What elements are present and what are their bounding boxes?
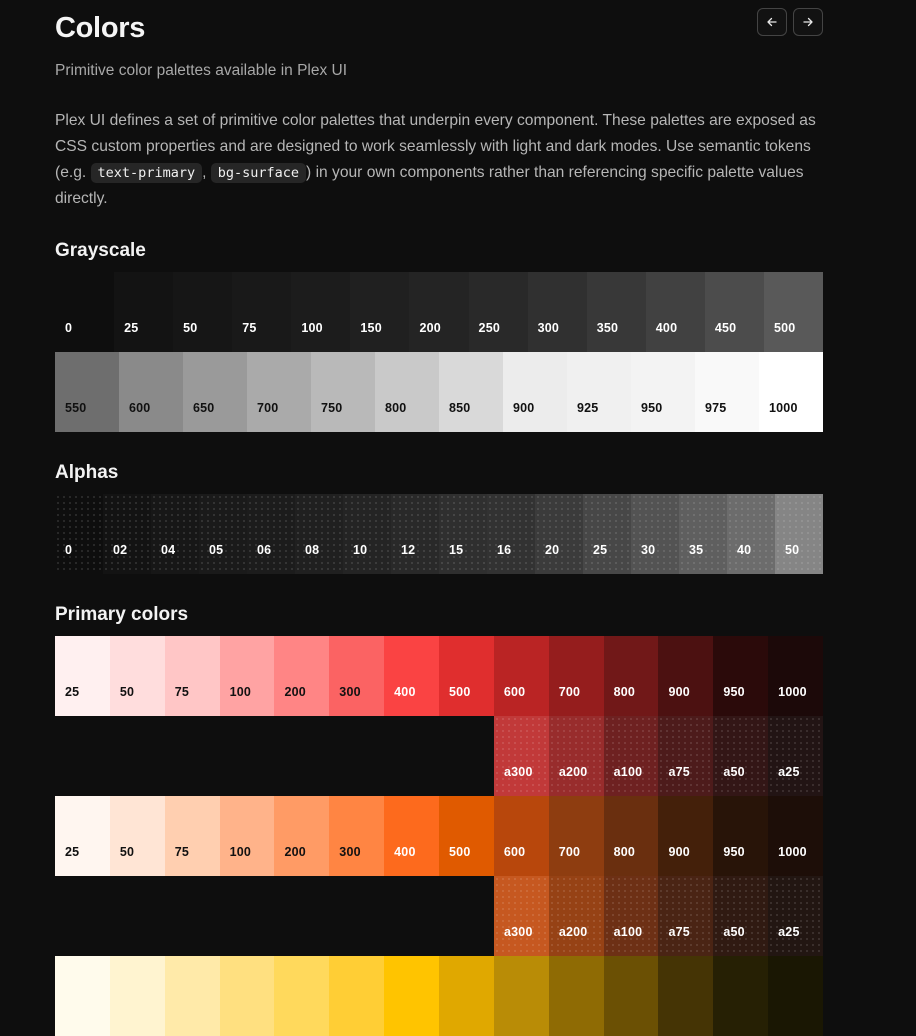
orange-alpha-swatch-a100 xyxy=(604,876,659,956)
swatch-label: 10 xyxy=(353,543,368,557)
swatch-label: 25 xyxy=(65,685,80,699)
swatch-label: 400 xyxy=(394,685,416,699)
swatch-label: 25 xyxy=(593,543,608,557)
red-swatch-100 xyxy=(220,636,275,716)
swatch-label: 500 xyxy=(773,321,796,335)
swatch-label: 600 xyxy=(503,685,526,699)
orange-alpha-swatch-a75 xyxy=(658,876,713,956)
swatch-label: 200 xyxy=(284,685,306,699)
swatch-label: a300 xyxy=(504,765,533,779)
orange-swatch-100 xyxy=(220,796,275,876)
gray-swatch-500 xyxy=(764,272,823,352)
swatch-label: 50 xyxy=(183,321,198,335)
alpha-swatch-15 xyxy=(439,494,487,574)
yellow-swatch-0 xyxy=(55,956,110,1036)
orange-alpha-row xyxy=(494,876,823,956)
yellow-swatch-4 xyxy=(274,956,329,1036)
swatch-label: 15 xyxy=(449,543,464,557)
orange-alpha-swatch-a25 xyxy=(768,876,823,956)
swatch-label: 12 xyxy=(401,543,416,557)
swatch-label: 700 xyxy=(257,401,279,415)
gray-swatch-50 xyxy=(173,272,232,352)
gray-swatch-400 xyxy=(646,272,705,352)
gray-swatch-700 xyxy=(247,352,311,432)
swatch-label: 75 xyxy=(242,321,257,335)
arrow-left-icon xyxy=(766,16,778,28)
swatch-label: 06 xyxy=(257,543,272,557)
swatch-label: 300 xyxy=(339,845,361,859)
alpha-swatch-05 xyxy=(199,494,247,574)
swatch-label: 150 xyxy=(360,321,382,335)
swatch-label: 0 xyxy=(65,543,73,557)
swatch-label: a50 xyxy=(723,925,745,939)
yellow-swatch-10 xyxy=(604,956,659,1036)
swatch-label: 100 xyxy=(301,321,323,335)
swatch-label: 700 xyxy=(558,845,581,859)
swatch-label: 750 xyxy=(321,401,343,415)
alpha-swatch-10 xyxy=(343,494,391,574)
swatch-label: 02 xyxy=(113,543,128,557)
swatch-label: 500 xyxy=(449,845,471,859)
yellow-swatch-8 xyxy=(494,956,549,1036)
red-swatch-900 xyxy=(658,636,713,716)
gray-swatch-600 xyxy=(119,352,183,432)
gray-swatch-750 xyxy=(311,352,375,432)
orange-palette-row xyxy=(55,796,823,876)
grayscale-row-1 xyxy=(55,272,823,352)
swatch-label: 900 xyxy=(668,845,690,859)
gray-swatch-300 xyxy=(528,272,587,352)
swatch-label: 900 xyxy=(668,685,690,699)
swatch-label: 1000 xyxy=(778,845,807,859)
swatch-label: 200 xyxy=(419,321,441,335)
yellow-swatch-11 xyxy=(658,956,713,1036)
orange-swatch-800 xyxy=(604,796,659,876)
swatch-label: 800 xyxy=(385,401,407,415)
red-swatch-800 xyxy=(604,636,659,716)
orange-swatch-400 xyxy=(384,796,439,876)
swatch-label: 400 xyxy=(655,321,678,335)
red-swatch-75 xyxy=(165,636,220,716)
yellow-swatch-12 xyxy=(713,956,768,1036)
swatch-label: a200 xyxy=(558,765,588,779)
swatch-label: 25 xyxy=(65,845,80,859)
orange-swatch-50 xyxy=(110,796,165,876)
orange-swatch-900 xyxy=(658,796,713,876)
intro-text-2: ) in your own components rather than referencing specific palette values directly. xyxy=(55,163,804,208)
red-swatch-25 xyxy=(55,636,110,716)
swatch-label: 650 xyxy=(193,401,215,415)
swatch-label: 300 xyxy=(339,685,361,699)
intro-text-1: Plex UI defines a set of primitive color palettes that underpin every component. These palettes are exposed as CSS custom properties and are designed to work seamlessly with light and dark modes. Use semantic tokens (e.g. xyxy=(55,112,816,181)
code-text-primary: text-primary xyxy=(91,163,203,183)
section-heading-alphas: Alphas xyxy=(55,462,119,483)
code-bg-surface: bg-surface xyxy=(211,163,306,183)
swatch-label: 500 xyxy=(449,685,471,699)
yellow-swatch-6 xyxy=(384,956,439,1036)
swatch-label: 800 xyxy=(613,685,636,699)
swatch-label: a25 xyxy=(778,765,800,779)
yellow-swatch-3 xyxy=(220,956,275,1036)
red-swatch-1000 xyxy=(768,636,823,716)
swatch-label: a50 xyxy=(723,765,745,779)
alpha-swatch-04 xyxy=(151,494,199,574)
orange-swatch-25 xyxy=(55,796,110,876)
gray-swatch-925 xyxy=(567,352,631,432)
swatch-label: 700 xyxy=(558,685,581,699)
swatch-label: 250 xyxy=(478,321,501,335)
gray-swatch-1000 xyxy=(759,352,823,432)
swatch-label: a100 xyxy=(613,765,643,779)
alpha-swatch-50 xyxy=(775,494,823,574)
orange-swatch-600 xyxy=(494,796,549,876)
swatch-label: 25 xyxy=(124,321,139,335)
alpha-swatch-35 xyxy=(679,494,727,574)
swatch-label: 50 xyxy=(119,685,135,699)
swatch-label: a100 xyxy=(613,925,643,939)
swatch-label: 50 xyxy=(785,543,800,557)
swatch-label: 350 xyxy=(596,321,619,335)
orange-alpha-swatch-a300 xyxy=(494,876,549,956)
swatch-label: 850 xyxy=(449,401,471,415)
swatch-label: 900 xyxy=(513,401,535,415)
grayscale-row-2 xyxy=(55,352,823,432)
alpha-swatch-06 xyxy=(247,494,295,574)
swatch-label: 800 xyxy=(613,845,636,859)
gray-swatch-450 xyxy=(705,272,764,352)
red-swatch-300 xyxy=(329,636,384,716)
swatch-label: 16 xyxy=(497,543,512,557)
swatch-label: 550 xyxy=(65,401,87,415)
gray-swatch-75 xyxy=(232,272,291,352)
alpha-swatch-02 xyxy=(103,494,151,574)
swatch-label: 925 xyxy=(577,401,599,415)
yellow-swatch-2 xyxy=(165,956,220,1036)
swatch-label: 20 xyxy=(545,543,560,557)
red-alpha-swatch-a75 xyxy=(658,716,713,796)
yellow-swatch-7 xyxy=(439,956,494,1036)
alpha-swatch-16 xyxy=(487,494,535,574)
red-swatch-200 xyxy=(274,636,329,716)
orange-swatch-950 xyxy=(713,796,768,876)
alpha-swatch-30 xyxy=(631,494,679,574)
red-palette-row xyxy=(55,636,823,716)
swatch-label: 975 xyxy=(705,401,727,415)
orange-swatch-700 xyxy=(549,796,604,876)
yellow-swatch-1 xyxy=(110,956,165,1036)
gray-swatch-550 xyxy=(55,352,119,432)
gray-swatch-200 xyxy=(409,272,468,352)
page-title: Colors xyxy=(55,12,146,44)
swatch-label: 1000 xyxy=(778,685,807,699)
yellow-palette-row xyxy=(55,956,823,1036)
gray-swatch-350 xyxy=(587,272,646,352)
swatch-label: 400 xyxy=(394,845,416,859)
swatch-label: 100 xyxy=(229,845,252,859)
red-swatch-700 xyxy=(549,636,604,716)
yellow-swatch-13 xyxy=(768,956,823,1036)
gray-swatch-100 xyxy=(291,272,350,352)
gray-swatch-850 xyxy=(439,352,503,432)
previous-page-button[interactable] xyxy=(757,8,787,36)
swatch-label: 600 xyxy=(129,401,151,415)
swatch-label: 0 xyxy=(65,321,73,335)
swatch-label: a300 xyxy=(504,925,533,939)
gray-swatch-800 xyxy=(375,352,439,432)
orange-alpha-swatch-a50 xyxy=(713,876,768,956)
swatch-label: a75 xyxy=(668,925,690,939)
alphas-row xyxy=(55,494,823,574)
red-alpha-swatch-a200 xyxy=(549,716,604,796)
orange-alpha-swatch-a200 xyxy=(549,876,604,956)
swatch-label: 08 xyxy=(305,543,320,557)
alpha-swatch-25 xyxy=(583,494,631,574)
swatch-label: 04 xyxy=(161,543,176,557)
swatch-label: 950 xyxy=(723,845,745,859)
red-swatch-600 xyxy=(494,636,549,716)
gray-swatch-900 xyxy=(503,352,567,432)
next-page-button[interactable] xyxy=(793,8,823,36)
swatch-label: 75 xyxy=(174,685,190,699)
alpha-swatch-0 xyxy=(55,494,103,574)
red-swatch-500 xyxy=(439,636,494,716)
intro-separator: , xyxy=(202,163,211,181)
arrow-right-icon xyxy=(802,16,814,28)
yellow-swatch-9 xyxy=(549,956,604,1036)
swatch-label: 30 xyxy=(641,543,656,557)
swatch-label: 50 xyxy=(119,845,135,859)
swatch-label: 950 xyxy=(641,401,663,415)
orange-swatch-300 xyxy=(329,796,384,876)
swatch-label: a75 xyxy=(668,765,690,779)
gray-swatch-650 xyxy=(183,352,247,432)
red-alpha-swatch-a300 xyxy=(494,716,549,796)
swatch-label: 450 xyxy=(714,321,737,335)
swatch-label: a25 xyxy=(778,925,800,939)
red-swatch-950 xyxy=(713,636,768,716)
alpha-swatch-40 xyxy=(727,494,775,574)
alpha-swatch-20 xyxy=(535,494,583,574)
red-alpha-swatch-a50 xyxy=(713,716,768,796)
swatch-label: 40 xyxy=(737,543,752,557)
gray-swatch-150 xyxy=(350,272,409,352)
swatch-label: 75 xyxy=(174,845,190,859)
swatch-label: 100 xyxy=(229,685,252,699)
swatch-label: 950 xyxy=(723,685,745,699)
gray-swatch-975 xyxy=(695,352,759,432)
red-swatch-50 xyxy=(110,636,165,716)
orange-swatch-1000 xyxy=(768,796,823,876)
gray-swatch-250 xyxy=(469,272,528,352)
swatch-label: a200 xyxy=(558,925,588,939)
gray-swatch-25 xyxy=(114,272,173,352)
page-subtitle: Primitive color palettes available in Plex UI xyxy=(55,62,348,79)
page-nav xyxy=(757,8,823,36)
alpha-swatch-12 xyxy=(391,494,439,574)
swatch-label: 05 xyxy=(209,543,224,557)
swatch-label: 200 xyxy=(284,845,306,859)
swatch-label: 35 xyxy=(689,543,704,557)
alpha-swatch-08 xyxy=(295,494,343,574)
swatch-label: 300 xyxy=(537,321,560,335)
section-heading-grayscale: Grayscale xyxy=(55,240,146,261)
yellow-swatch-5 xyxy=(329,956,384,1036)
red-alpha-row xyxy=(494,716,823,796)
red-alpha-swatch-a25 xyxy=(768,716,823,796)
orange-swatch-200 xyxy=(274,796,329,876)
orange-swatch-75 xyxy=(165,796,220,876)
red-alpha-swatch-a100 xyxy=(604,716,659,796)
gray-swatch-950 xyxy=(631,352,695,432)
orange-swatch-500 xyxy=(439,796,494,876)
gray-swatch-0 xyxy=(55,272,114,352)
section-heading-primary-colors: Primary colors xyxy=(55,604,189,625)
swatch-label: 600 xyxy=(503,845,526,859)
red-swatch-400 xyxy=(384,636,439,716)
intro-paragraph xyxy=(55,108,823,212)
swatch-label: 1000 xyxy=(769,401,798,415)
